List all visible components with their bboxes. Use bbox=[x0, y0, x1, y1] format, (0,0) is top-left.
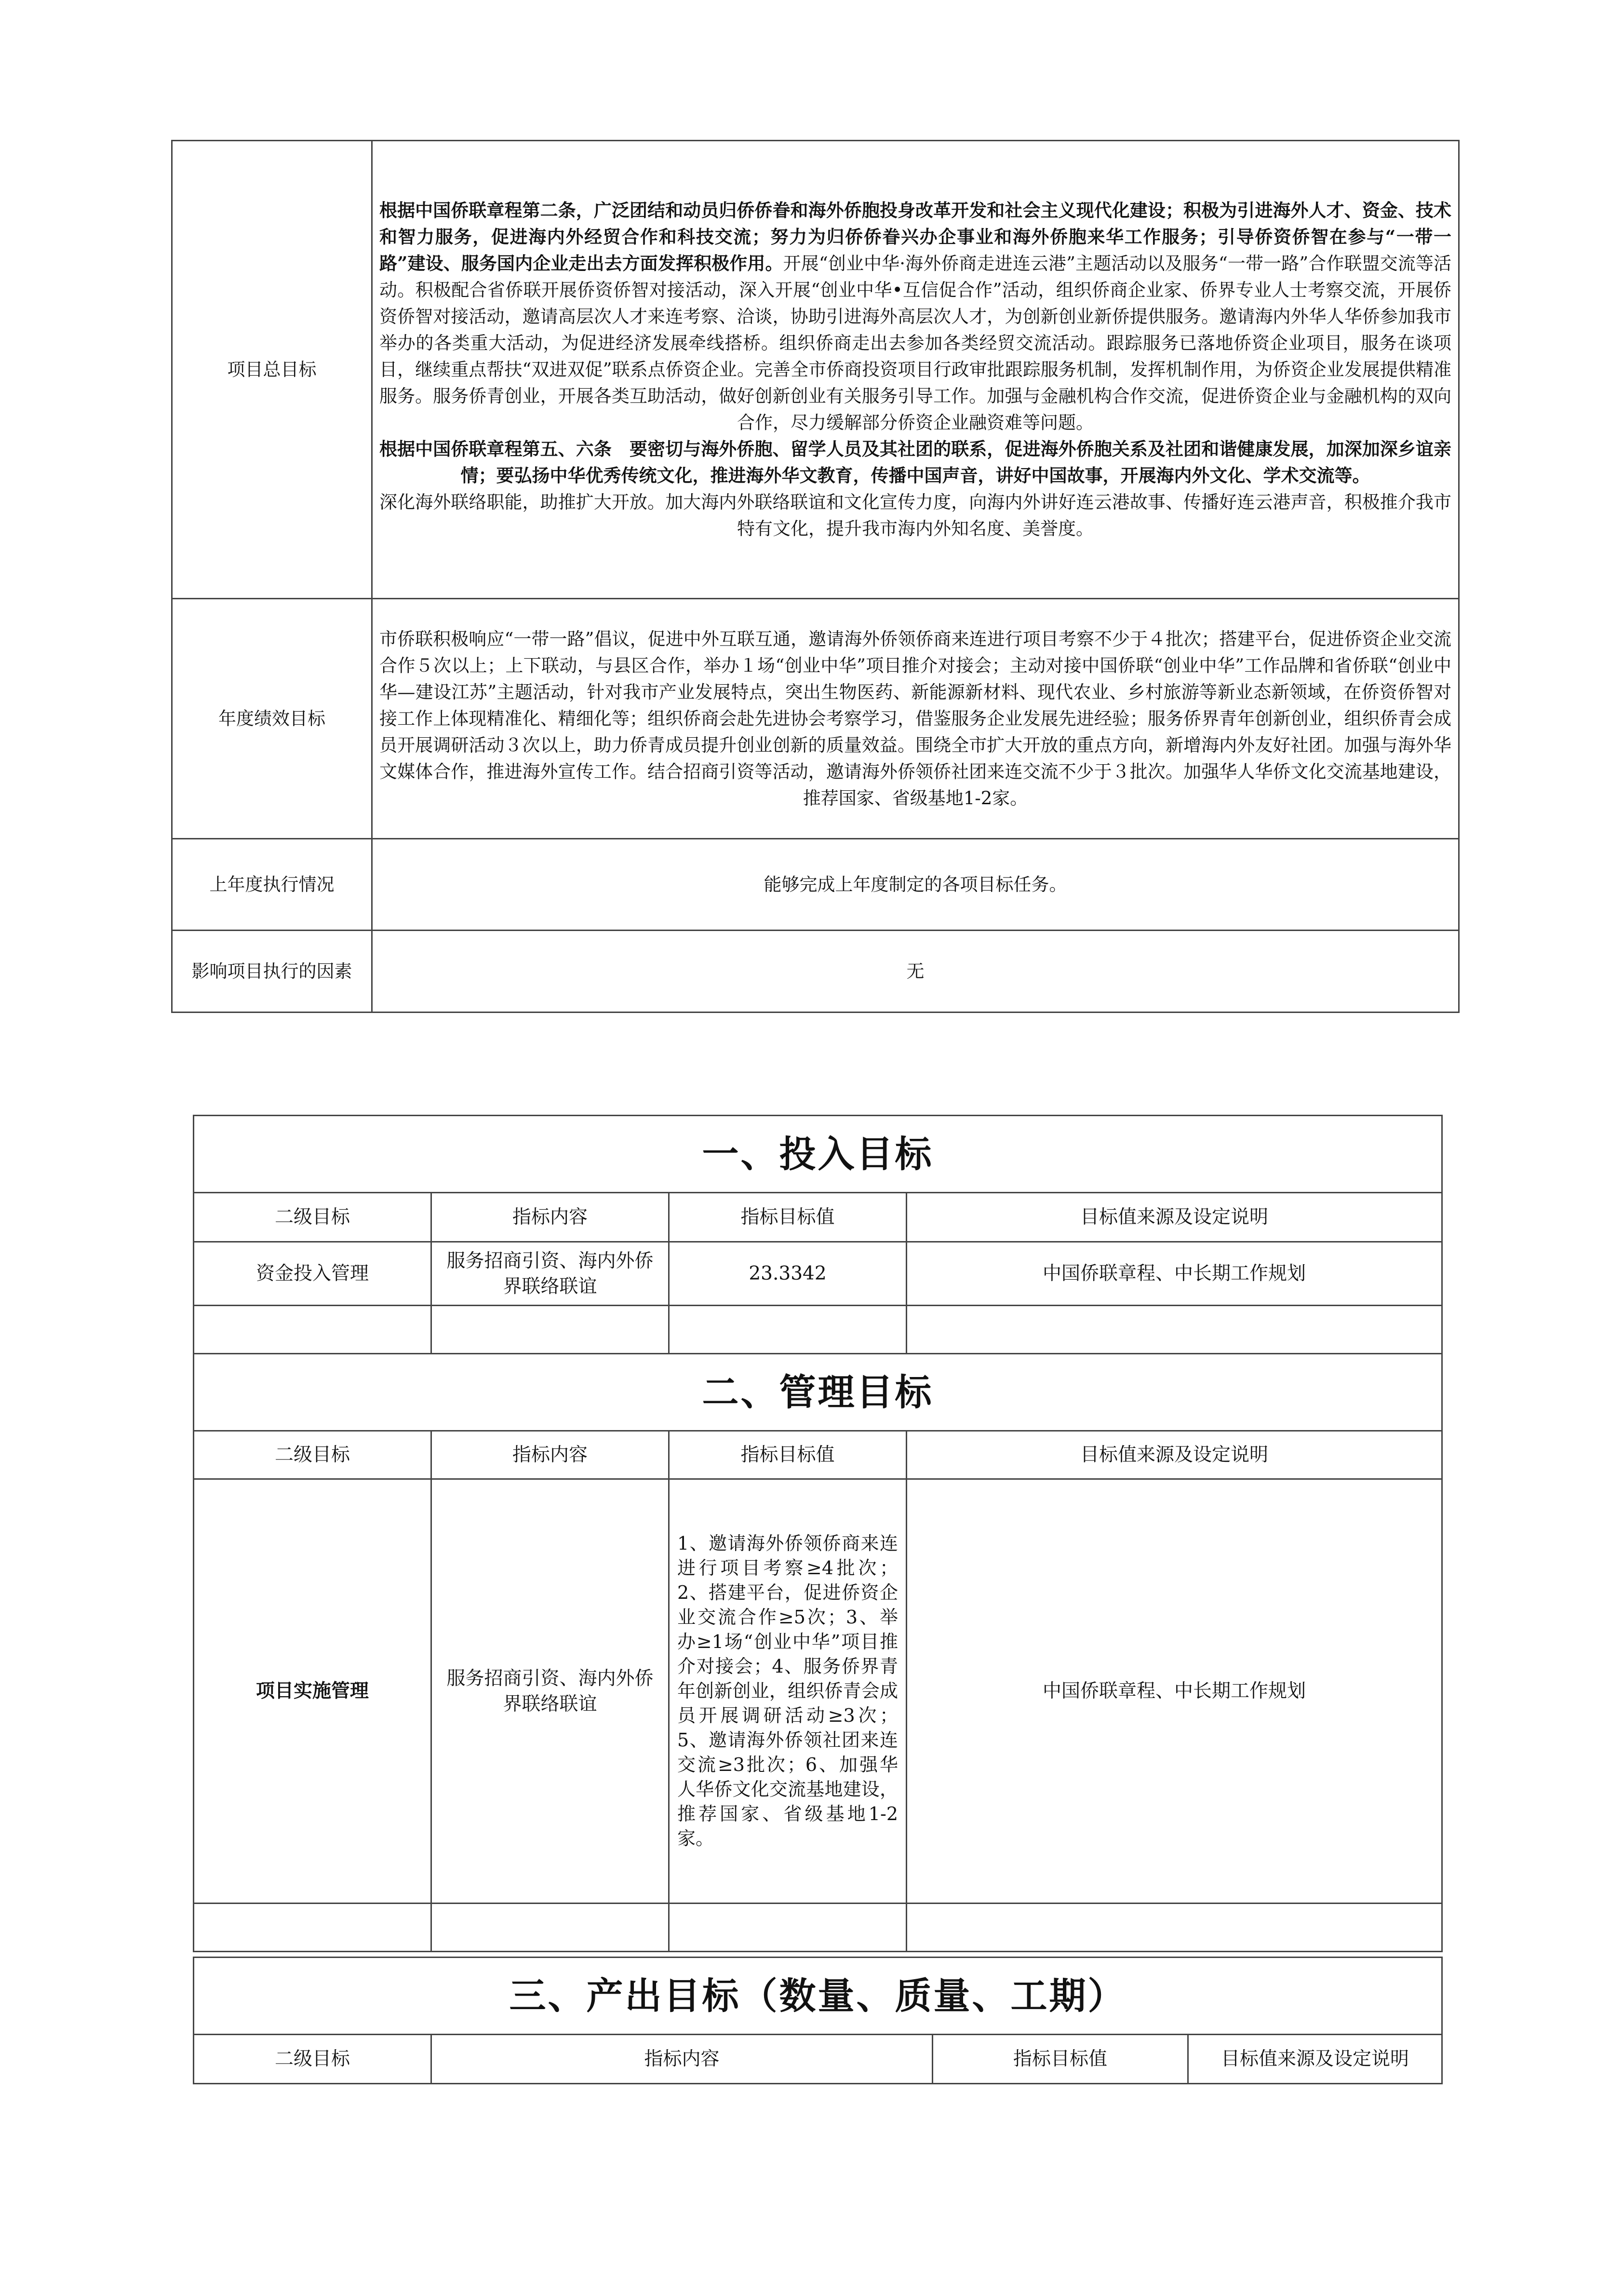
management-content: 服务招商引资、海内外侨界联络联谊 bbox=[431, 1479, 669, 1904]
header-content: 指标内容 bbox=[431, 1431, 669, 1479]
input-value: 23.3342 bbox=[669, 1242, 907, 1306]
header-level2: 二级目标 bbox=[194, 2035, 431, 2084]
management-value-text: 1、邀请海外侨领侨商来连进行项目考察≥4批次；2、搭建平台，促进侨资企业交流合作≥5次；3、举办≥1场“创业中华”项目推介对接会；4、服务侨界青年创新创业，组织侨青会成员开展调研活动≥3次；5、邀请海外侨领社团来连交流≥3批次；6、加强华人华侨文化交流基地建设，推荐国家、省级基地1-2家。 bbox=[677, 1533, 898, 1849]
header-value: 指标目标值 bbox=[933, 2035, 1188, 2084]
annual-goal-text: 市侨联积极响应“一带一路”倡议，促进中外互联互通，邀请海外侨领侨商来连进行项目考察不少于４批次；搭建平台，促进侨资企业交流合作５次以上；上下联动，与县区合作，举办１场“创业中华”项目推介对接会；主动对接中国侨联“创业中华”工作品牌和省侨联“创业中华—建设江苏”主题活动，针对我市产业发展特点，突出生物医药、新能源新材料、现代农业、乡村旅游等新业态新领域，在侨资侨智对接工作上体现精准化、精细化等；组织侨商会赴先进协会考察学习，借鉴服务企业发展先进经验；服务侨界青年创新创业，组织侨青会成员开展调研活动３次以上，助力侨青成员提升创业创新的质量效益。围绕全市扩大开放的重点方向，新增海内外友好社团。加强与海外华文媒体合作，推进海外宣传工作。结合招商引资等活动，邀请海外侨领侨社团来连交流不少于３批次。加强华人华侨文化交流基地建设，推荐国家、省级基地1-2家。 bbox=[372, 599, 1459, 839]
input-source: 中国侨联章程、中长期工作规划 bbox=[907, 1242, 1442, 1306]
input-content: 服务招商引资、海内外侨界联络联谊 bbox=[431, 1242, 669, 1306]
input-header-row bbox=[194, 1193, 1442, 1242]
input-empty-row bbox=[194, 1306, 1442, 1354]
last-year-label: 上年度执行情况 bbox=[172, 839, 372, 931]
header-content: 指标内容 bbox=[431, 2035, 933, 2084]
management-title-row bbox=[194, 1354, 1442, 1431]
overall-goal-text bbox=[372, 141, 1459, 599]
header-source: 目标值来源及设定说明 bbox=[1188, 2035, 1442, 2084]
output-section-title: 三、产出目标（数量、质量、工期） bbox=[194, 1958, 1442, 2035]
factors-row bbox=[172, 931, 1459, 1013]
management-data-row bbox=[194, 1479, 1442, 1904]
overall-goal-row bbox=[172, 141, 1459, 599]
header-value: 指标目标值 bbox=[669, 1193, 907, 1242]
annual-goal-row bbox=[172, 599, 1459, 839]
management-source: 中国侨联章程、中长期工作规划 bbox=[907, 1479, 1442, 1904]
overall-goal-para1-rest: 开展“创业中华·海外侨商走进连云港”主题活动以及服务“一带一路”合作联盟交流等活动。积极配合省侨联开展侨资侨智对接活动，深入开展“创业中华•互信促合作”活动，组织侨商企业家、侨界专业人士考察交流，开展侨资侨智对接活动，邀请高层次人才来连考察、洽谈，协助引进海外高层次人才，为创新创业新侨提供服务。邀请海内外华人华侨参加我市举办的各类重大活动，为促进经济发展牵线搭桥。组织侨商走出去参加各类经贸交流活动。跟踪服务已落地侨资企业项目，服务在谈项目，继续重点帮扶“双进双促”联系点侨资企业。完善全市侨商投资项目行政审批跟踪服务机制，发挥机制作用，为侨资企业发展提供精准服务。服务侨青创业，开展各类互助活动，做好创新创业有关服务引导工作。加强与金融机构合作交流，促进侨资企业与金融机构的双向合作，尽力缓解部分侨资企业融资难等问题。 bbox=[379, 253, 1452, 433]
management-level2: 项目实施管理 bbox=[194, 1479, 431, 1904]
management-value bbox=[669, 1479, 907, 1904]
factors-text: 无 bbox=[372, 931, 1459, 1013]
project-info-table bbox=[171, 140, 1460, 1013]
overall-goal-para2-bold: 根据中国侨联章程第五、六条 要密切与海外侨胞、留学人员及其社团的联系，促进海外侨胞关系及社团和谐健康发展，加深加深乡谊亲情；要弘扬中华优秀传统文化，推进海外华文教育，传播中国声音，讲好中国故事，开展海内外文化、学术交流等。 bbox=[379, 438, 1451, 486]
factors-label: 影响项目执行的因素 bbox=[172, 931, 372, 1013]
overall-goal-para1-bold: 根据中国侨联章程第二条，广泛团结和动员归侨侨眷和海外侨胞投身改革开发和社会主义现代化建设；积极为引进海外人才、资金、技术和智力服务，促进海内外经贸合作和科技交流；努力为归侨侨眷兴办企事业和海外侨胞来华工作服务；引导侨资侨智在参与“一带一路”建设、服务国内企业走出去方面发挥积极作用。 bbox=[379, 200, 1451, 274]
header-source: 目标值来源及设定说明 bbox=[907, 1193, 1442, 1242]
output-table bbox=[193, 1957, 1443, 2084]
overall-goal-label: 项目总目标 bbox=[172, 141, 372, 599]
header-level2: 二级目标 bbox=[194, 1193, 431, 1242]
header-content: 指标内容 bbox=[431, 1193, 669, 1242]
management-section-title: 二、管理目标 bbox=[194, 1354, 1442, 1431]
last-year-text: 能够完成上年度制定的各项目标任务。 bbox=[372, 839, 1459, 931]
last-year-row bbox=[172, 839, 1459, 931]
annual-goal-label: 年度绩效目标 bbox=[172, 599, 372, 839]
management-header-row bbox=[194, 1431, 1442, 1479]
input-data-row bbox=[194, 1242, 1442, 1306]
header-level2: 二级目标 bbox=[194, 1431, 431, 1479]
output-title-row bbox=[194, 1958, 1442, 2035]
input-title-row bbox=[194, 1116, 1442, 1193]
input-level2: 资金投入管理 bbox=[194, 1242, 431, 1306]
input-management-table bbox=[193, 1115, 1443, 1952]
header-source: 目标值来源及设定说明 bbox=[907, 1431, 1442, 1479]
input-section-title: 一、投入目标 bbox=[194, 1116, 1442, 1193]
management-empty-row bbox=[194, 1904, 1442, 1952]
header-value: 指标目标值 bbox=[669, 1431, 907, 1479]
output-header-row bbox=[194, 2035, 1442, 2084]
overall-goal-para3: 深化海外联络职能，助推扩大开放。加大海内外联络联谊和文化宣传力度，向海内外讲好连云港故事、传播好连云港声音，积极推介我市特有文化，提升我市海内外知名度、美誉度。 bbox=[379, 492, 1451, 539]
